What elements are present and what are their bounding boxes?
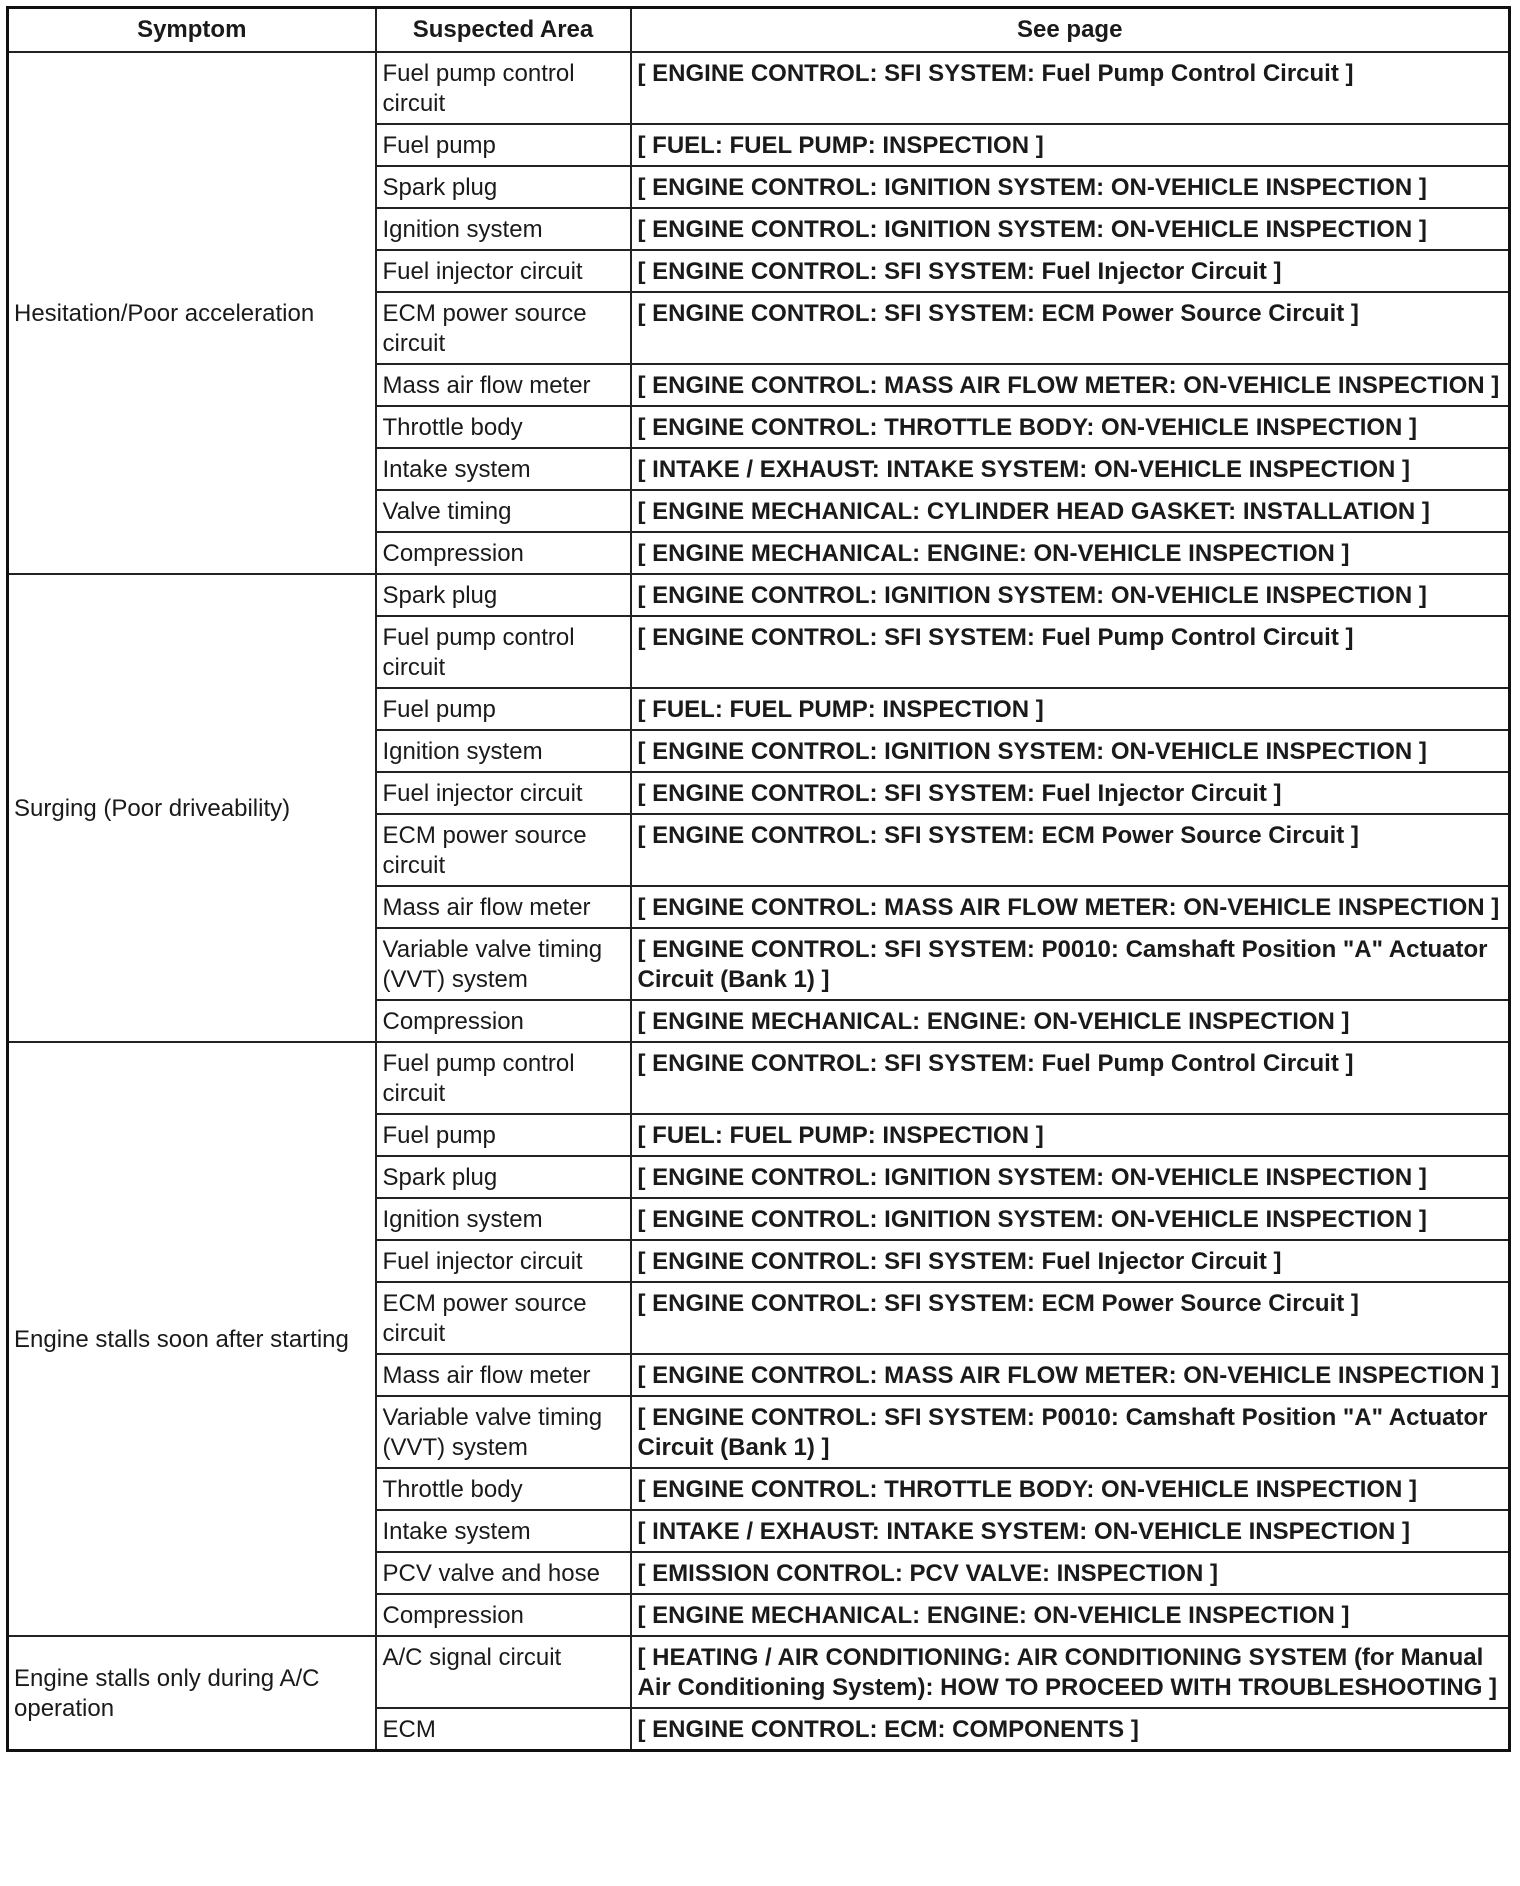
see-page-link[interactable]: [ ENGINE MECHANICAL: ENGINE: ON-VEHICLE INSPECTION ]: [631, 1594, 1510, 1636]
header-suspected-area: Suspected Area: [376, 8, 631, 53]
table-row: [8, 52, 1510, 124]
suspected-area-cell: Fuel pump control circuit: [376, 52, 631, 124]
suspected-area-cell: ECM: [376, 1708, 631, 1751]
see-page-link[interactable]: [ ENGINE CONTROL: MASS AIR FLOW METER: ON-VEHICLE INSPECTION ]: [631, 886, 1510, 928]
see-page-link[interactable]: [ FUEL: FUEL PUMP: INSPECTION ]: [631, 1114, 1510, 1156]
see-page-link[interactable]: [ ENGINE CONTROL: IGNITION SYSTEM: ON-VEHICLE INSPECTION ]: [631, 730, 1510, 772]
see-page-link[interactable]: [ ENGINE CONTROL: SFI SYSTEM: Fuel Injector Circuit ]: [631, 772, 1510, 814]
suspected-area-cell: Fuel pump control circuit: [376, 1042, 631, 1114]
suspected-area-cell: Fuel injector circuit: [376, 1240, 631, 1282]
see-page-link[interactable]: [ ENGINE CONTROL: SFI SYSTEM: Fuel Injector Circuit ]: [631, 1240, 1510, 1282]
symptom-cell: Engine stalls only during A/C operation: [8, 1636, 376, 1751]
see-page-link[interactable]: [ ENGINE CONTROL: MASS AIR FLOW METER: ON-VEHICLE INSPECTION ]: [631, 1354, 1510, 1396]
suspected-area-cell: A/C signal circuit: [376, 1636, 631, 1708]
see-page-link[interactable]: [ ENGINE CONTROL: IGNITION SYSTEM: ON-VEHICLE INSPECTION ]: [631, 1156, 1510, 1198]
suspected-area-cell: Fuel pump: [376, 124, 631, 166]
suspected-area-cell: Variable valve timing (VVT) system: [376, 928, 631, 1000]
suspected-area-cell: Ignition system: [376, 1198, 631, 1240]
suspected-area-cell: Mass air flow meter: [376, 1354, 631, 1396]
suspected-area-cell: Throttle body: [376, 406, 631, 448]
suspected-area-cell: ECM power source circuit: [376, 1282, 631, 1354]
suspected-area-cell: Fuel pump: [376, 688, 631, 730]
see-page-link[interactable]: [ ENGINE CONTROL: MASS AIR FLOW METER: ON-VEHICLE INSPECTION ]: [631, 364, 1510, 406]
suspected-area-cell: Valve timing: [376, 490, 631, 532]
suspected-area-cell: PCV valve and hose: [376, 1552, 631, 1594]
suspected-area-cell: Compression: [376, 1000, 631, 1042]
see-page-link[interactable]: [ INTAKE / EXHAUST: INTAKE SYSTEM: ON-VEHICLE INSPECTION ]: [631, 1510, 1510, 1552]
table-row: [8, 574, 1510, 616]
suspected-area-cell: Ignition system: [376, 208, 631, 250]
table-body: [8, 52, 1510, 1751]
see-page-link[interactable]: [ ENGINE CONTROL: ECM: COMPONENTS ]: [631, 1708, 1510, 1751]
suspected-area-cell: ECM power source circuit: [376, 292, 631, 364]
suspected-area-cell: Intake system: [376, 448, 631, 490]
see-page-link[interactable]: [ ENGINE CONTROL: IGNITION SYSTEM: ON-VEHICLE INSPECTION ]: [631, 574, 1510, 616]
see-page-link[interactable]: [ EMISSION CONTROL: PCV VALVE: INSPECTION ]: [631, 1552, 1510, 1594]
suspected-area-cell: ECM power source circuit: [376, 814, 631, 886]
see-page-link[interactable]: [ ENGINE MECHANICAL: ENGINE: ON-VEHICLE INSPECTION ]: [631, 1000, 1510, 1042]
suspected-area-cell: Compression: [376, 1594, 631, 1636]
suspected-area-cell: Ignition system: [376, 730, 631, 772]
suspected-area-cell: Fuel injector circuit: [376, 772, 631, 814]
suspected-area-cell: Intake system: [376, 1510, 631, 1552]
suspected-area-cell: Fuel pump: [376, 1114, 631, 1156]
problem-symptoms-table: [6, 6, 1511, 1752]
see-page-link[interactable]: [ ENGINE MECHANICAL: ENGINE: ON-VEHICLE INSPECTION ]: [631, 532, 1510, 574]
suspected-area-cell: Compression: [376, 532, 631, 574]
suspected-area-cell: Throttle body: [376, 1468, 631, 1510]
suspected-area-cell: Spark plug: [376, 166, 631, 208]
see-page-link[interactable]: [ ENGINE CONTROL: IGNITION SYSTEM: ON-VEHICLE INSPECTION ]: [631, 1198, 1510, 1240]
see-page-link[interactable]: [ INTAKE / EXHAUST: INTAKE SYSTEM: ON-VEHICLE INSPECTION ]: [631, 448, 1510, 490]
troubleshooting-table-container: [6, 6, 1508, 1752]
see-page-link[interactable]: [ ENGINE CONTROL: SFI SYSTEM: Fuel Pump Control Circuit ]: [631, 1042, 1510, 1114]
see-page-link[interactable]: [ ENGINE CONTROL: THROTTLE BODY: ON-VEHICLE INSPECTION ]: [631, 406, 1510, 448]
see-page-link[interactable]: [ ENGINE MECHANICAL: CYLINDER HEAD GASKET: INSTALLATION ]: [631, 490, 1510, 532]
table-row: [8, 1636, 1510, 1708]
see-page-link[interactable]: [ ENGINE CONTROL: IGNITION SYSTEM: ON-VEHICLE INSPECTION ]: [631, 208, 1510, 250]
suspected-area-cell: Fuel pump control circuit: [376, 616, 631, 688]
see-page-link[interactable]: [ ENGINE CONTROL: SFI SYSTEM: P0010: Camshaft Position "A" Actuator Circuit (Bank 1) ]: [631, 928, 1510, 1000]
see-page-link[interactable]: [ ENGINE CONTROL: THROTTLE BODY: ON-VEHICLE INSPECTION ]: [631, 1468, 1510, 1510]
header-see-page: See page: [631, 8, 1510, 53]
suspected-area-cell: Fuel injector circuit: [376, 250, 631, 292]
see-page-link[interactable]: [ FUEL: FUEL PUMP: INSPECTION ]: [631, 688, 1510, 730]
see-page-link[interactable]: [ ENGINE CONTROL: SFI SYSTEM: ECM Power Source Circuit ]: [631, 292, 1510, 364]
see-page-link[interactable]: [ ENGINE CONTROL: IGNITION SYSTEM: ON-VEHICLE INSPECTION ]: [631, 166, 1510, 208]
see-page-link[interactable]: [ FUEL: FUEL PUMP: INSPECTION ]: [631, 124, 1510, 166]
table-row: [8, 1042, 1510, 1114]
suspected-area-cell: Variable valve timing (VVT) system: [376, 1396, 631, 1468]
see-page-link[interactable]: [ ENGINE CONTROL: SFI SYSTEM: Fuel Pump Control Circuit ]: [631, 616, 1510, 688]
see-page-link[interactable]: [ HEATING / AIR CONDITIONING: AIR CONDITIONING SYSTEM (for Manual Air Conditioning System): HOW TO PROCEED WITH TROUBLESHOOTING ]: [631, 1636, 1510, 1708]
suspected-area-cell: Spark plug: [376, 1156, 631, 1198]
header-symptom: Symptom: [8, 8, 376, 53]
see-page-link[interactable]: [ ENGINE CONTROL: SFI SYSTEM: ECM Power Source Circuit ]: [631, 1282, 1510, 1354]
suspected-area-cell: Mass air flow meter: [376, 886, 631, 928]
see-page-link[interactable]: [ ENGINE CONTROL: SFI SYSTEM: Fuel Pump Control Circuit ]: [631, 52, 1510, 124]
table-header-row: [8, 8, 1510, 53]
symptom-cell: Engine stalls soon after starting: [8, 1042, 376, 1636]
symptom-cell: Hesitation/Poor acceleration: [8, 52, 376, 574]
see-page-link[interactable]: [ ENGINE CONTROL: SFI SYSTEM: P0010: Camshaft Position "A" Actuator Circuit (Bank 1) ]: [631, 1396, 1510, 1468]
suspected-area-cell: Spark plug: [376, 574, 631, 616]
suspected-area-cell: Mass air flow meter: [376, 364, 631, 406]
see-page-link[interactable]: [ ENGINE CONTROL: SFI SYSTEM: ECM Power Source Circuit ]: [631, 814, 1510, 886]
symptom-cell: Surging (Poor driveability): [8, 574, 376, 1042]
see-page-link[interactable]: [ ENGINE CONTROL: SFI SYSTEM: Fuel Injector Circuit ]: [631, 250, 1510, 292]
